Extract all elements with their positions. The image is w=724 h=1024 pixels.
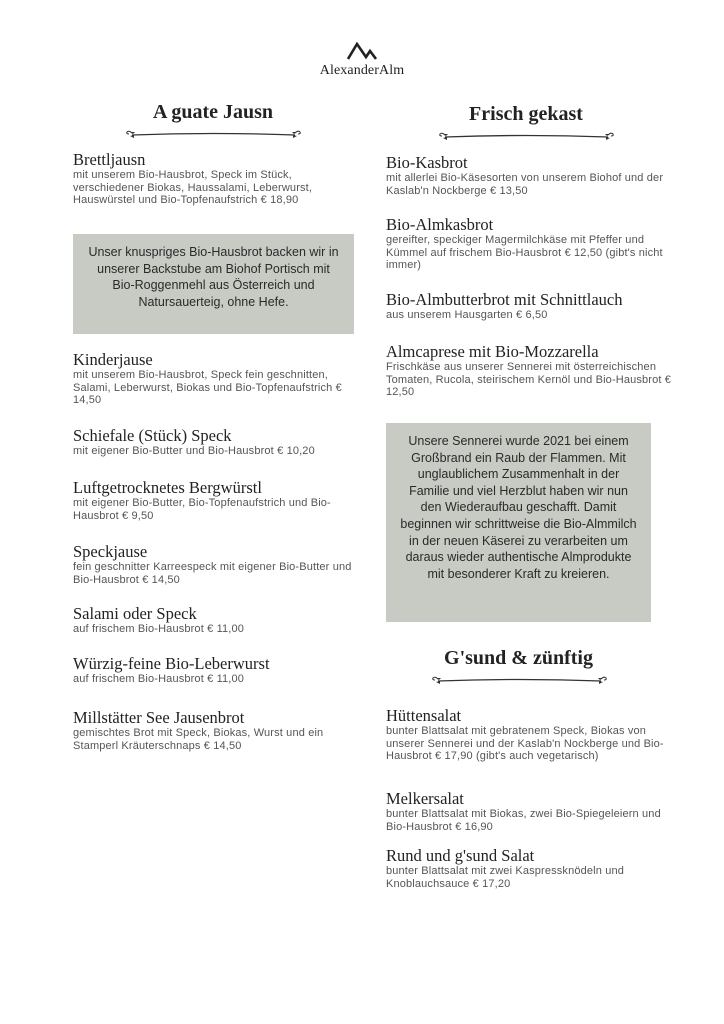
item-description: auf frischem Bio-Hausbrot € 11,00 bbox=[73, 673, 245, 685]
menu-item bbox=[73, 709, 363, 752]
menu-item bbox=[73, 479, 363, 522]
ornament-divider-icon bbox=[439, 130, 614, 142]
brand-logo bbox=[0, 42, 724, 79]
menu-item bbox=[386, 847, 676, 890]
item-name: Salami oder Speck bbox=[73, 604, 197, 623]
item-description: gemischtes Brot mit Speck, Biokas, Wurst und ein Stamperl Kräuterschnaps € 14,50 bbox=[73, 727, 324, 752]
item-name: Speckjause bbox=[73, 542, 148, 561]
menu-item bbox=[73, 351, 363, 407]
item-name: Bio-Almkasbrot bbox=[386, 215, 494, 234]
item-description: fein geschnitter Karreespeck mit eigener Bio-Butter und Bio-Hausbrot € 14,50 bbox=[73, 561, 352, 586]
item-name: Bio-Almbutterbrot mit Schnittlauch bbox=[386, 290, 623, 309]
item-description: bunter Blattsalat mit gebratenem Speck, Biokas von unserer Sennerei und der Kaslab'n Nockberge und Bio-Hausbrot € 17,90 (gibt's auch vegetarisch) bbox=[386, 725, 664, 762]
ornament-divider-icon bbox=[126, 128, 301, 140]
mountain-icon bbox=[347, 42, 377, 60]
menu-item bbox=[73, 543, 363, 586]
menu-item bbox=[73, 427, 363, 458]
menu-item bbox=[386, 790, 676, 833]
item-description: mit allerlei Bio-Käsesorten von unserem Biohof und der Kaslab'n Nockberge € 13,50 bbox=[386, 172, 664, 197]
item-description: mit eigener Bio-Butter und Bio-Hausbrot € 10,20 bbox=[73, 445, 315, 457]
section-title-frisch-gekast: Frisch gekast bbox=[469, 103, 583, 125]
ornament-divider-icon bbox=[432, 674, 607, 686]
menu-item bbox=[73, 605, 363, 636]
section-title-jausn: A guate Jausn bbox=[152, 101, 274, 123]
item-name: Würzig-feine Bio-Leberwurst bbox=[73, 654, 270, 673]
item-name: Almcaprese mit Bio-Mozzarella bbox=[386, 342, 599, 361]
item-name: Hüttensalat bbox=[386, 706, 462, 725]
item-name: Brettljausn bbox=[73, 150, 146, 169]
item-description: gereifter, speckiger Magermilchkäse mit Pfeffer und Kümmel auf frischem Bio-Hausbrot € 12,50 (gibt's nicht immer) bbox=[386, 234, 663, 271]
note-box-sennerei bbox=[386, 423, 651, 622]
item-name: Melkersalat bbox=[386, 789, 464, 808]
menu-item bbox=[73, 655, 363, 686]
brand-name: AlexanderAlm bbox=[319, 63, 405, 78]
right-column bbox=[386, 100, 672, 890]
item-description: Frischkäse aus unserer Sennerei mit österreichischen Tomaten, Rucola, steirischem Kernöl und Bio-Hausbrot € 12,50 bbox=[386, 361, 672, 398]
note-box-bread bbox=[73, 234, 354, 334]
item-name: Millstätter See Jausenbrot bbox=[73, 708, 245, 727]
item-description: aus unserem Hausgarten € 6,50 bbox=[386, 309, 548, 321]
note-text: Unser knuspriges Bio-Hausbrot backen wir in unserer Backstube am Biohof Portisch mit Bio-Roggenmehl aus Österreich und Natursauerteig, ohne Hefe. bbox=[88, 245, 339, 309]
item-description: mit unserem Bio-Hausbrot, Speck im Stück, verschiedener Biokas, Haussalami, Leberwurst, Hauswürstel und Bio-Topfenaufstrich € 18,90 bbox=[73, 169, 313, 206]
menu-item bbox=[73, 151, 363, 207]
menu-item bbox=[386, 291, 676, 322]
note-text: Unsere Sennerei wurde 2021 bei einem Großbrand ein Raub der Flammen. Mit unglaublichem Zusammenhalt in der Familie und viel Herzblut haben wir nun den Wiederaufbau geschafft. Damit beginnen wir schrittweise die Bio-Almmilch in der neuen Käserei zu verarbeiten um daraus wieder authentische Almprodukte mit besonderer Kraft zu kreieren. bbox=[400, 434, 637, 581]
menu-item bbox=[386, 216, 676, 272]
menu-item bbox=[386, 707, 676, 763]
menu-item bbox=[386, 154, 676, 197]
item-description: auf frischem Bio-Hausbrot € 11,00 bbox=[73, 623, 245, 635]
item-description: mit eigener Bio-Butter, Bio-Topfenaufstrich und Bio-Hausbrot € 9,50 bbox=[73, 497, 331, 522]
item-description: mit unserem Bio-Hausbrot, Speck fein geschnitten, Salami, Leberwurst, Biokas und Bio-Topfenaufstrich € 14,50 bbox=[73, 369, 342, 406]
menu-item bbox=[386, 343, 676, 399]
item-name: Schiefale (Stück) Speck bbox=[73, 426, 232, 445]
left-column bbox=[73, 100, 353, 752]
item-description: bunter Blattsalat mit zwei Kaspressknödeln und Knoblauchsauce € 17,20 bbox=[386, 865, 625, 890]
item-name: Rund und g'sund Salat bbox=[386, 846, 535, 865]
item-name: Bio-Kasbrot bbox=[386, 153, 468, 172]
item-description: bunter Blattsalat mit Biokas, zwei Bio-Spiegeleiern und Bio-Hausbrot € 16,90 bbox=[386, 808, 661, 833]
item-name: Luftgetrocknetes Bergwürstl bbox=[73, 478, 262, 497]
item-name: Kinderjause bbox=[73, 350, 153, 369]
section-title-gsund: G'sund & zünftig bbox=[444, 647, 593, 669]
